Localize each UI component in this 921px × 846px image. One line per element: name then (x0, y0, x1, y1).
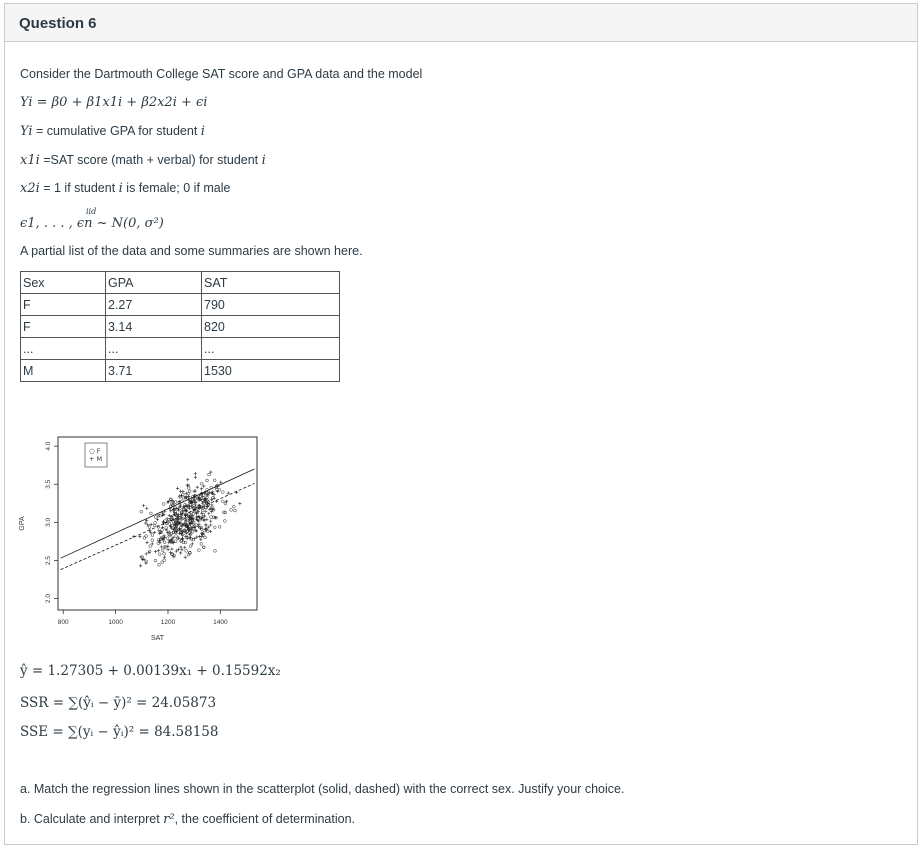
x2-definition (20, 181, 231, 196)
data-point-male (183, 546, 186, 549)
data-point-female (206, 530, 209, 533)
data-point-female (184, 541, 187, 544)
error-dist-text: ϵ1, . . . , ϵn ~ N(0, σ²) (20, 216, 164, 231)
table-row (21, 316, 340, 338)
data-point-male (219, 481, 222, 484)
cell-sex: ... (21, 338, 106, 360)
data-point-female (213, 526, 216, 529)
data-point-male (205, 518, 208, 521)
data-point-male (166, 548, 169, 551)
x-axis-label: SAT (150, 635, 165, 642)
data-point-female (180, 539, 183, 542)
data-point-female (221, 500, 224, 503)
data-point-female (202, 546, 205, 549)
ssr-equation: SSR = ∑(ŷᵢ − ȳ)² = 24.05873 (20, 695, 217, 711)
data-point-female (221, 491, 224, 494)
cell-gpa: ... (106, 338, 202, 360)
table-row (21, 360, 340, 382)
data-point-female (204, 536, 207, 539)
data-point-male (142, 504, 145, 507)
data-point-male (200, 487, 203, 490)
part-a-text: a. Match the regression lines shown in the scatterplot (solid, dashed) with the correct sex. Justify your choice. (20, 782, 625, 796)
data-point-male (145, 507, 148, 510)
y-tick-label: 2.0 (45, 594, 52, 604)
header-sat: SAT (202, 272, 340, 294)
x-tick-label: 800 (57, 619, 69, 626)
y-tick-label: 3.5 (45, 479, 52, 489)
data-point-female (161, 561, 164, 564)
data-point-female (154, 559, 157, 562)
data-point-female (185, 549, 188, 552)
data-point-female (174, 540, 177, 543)
y-tick-label: 4.0 (45, 441, 52, 451)
data-point-female (202, 494, 205, 497)
question-title: Question 6 (19, 15, 97, 32)
data-point-male (181, 490, 184, 493)
data-point-male (186, 478, 189, 481)
yhat-equation: ŷ = 1.27305 + 0.00139x₁ + 0.15592x₂ (20, 663, 281, 679)
data-point-male (150, 523, 153, 526)
x2-def-text: = 1 if student (39, 181, 119, 195)
data-point-female (150, 512, 153, 515)
table-header-row (21, 272, 340, 294)
data-point-female (200, 542, 203, 545)
data-point-female (154, 516, 157, 519)
regression-line-solid (61, 469, 255, 558)
x1-def-text: =SAT score (math + verbal) for student (39, 153, 262, 167)
data-point-male (138, 535, 141, 538)
data-point-female (208, 473, 211, 476)
data-point-male (204, 523, 207, 526)
y-tick-label: 3.0 (45, 517, 52, 527)
data-point-male (200, 535, 203, 538)
data-point-female (162, 503, 165, 506)
data-point-female (151, 534, 154, 537)
x1-symbol: x1i (20, 153, 40, 168)
data-point-female (149, 545, 152, 548)
error-distribution (20, 207, 164, 231)
header-gpa: GPA (106, 272, 202, 294)
data-point-male (166, 501, 169, 504)
cell-sex: F (21, 316, 106, 338)
data-point-female (148, 550, 151, 553)
data-point-male (216, 490, 219, 493)
part-b-text (20, 812, 355, 827)
data-point-female (158, 563, 161, 566)
cell-sat: 790 (202, 294, 340, 316)
data-point-male (145, 552, 148, 555)
data-point-male (196, 486, 199, 489)
cell-sex: F (21, 294, 106, 316)
iid-label: iid (86, 207, 97, 216)
sse-equation: SSE = ∑(yᵢ − ŷᵢ)² = 84.58158 (20, 724, 219, 740)
data-point-female (163, 552, 166, 555)
data-point-female (213, 479, 216, 482)
data-point-female (218, 525, 221, 528)
y-symbol: Yi (20, 124, 33, 139)
table-row (21, 294, 340, 316)
header-sex: Sex (21, 272, 106, 294)
data-point-male (160, 545, 163, 548)
data-point-female (166, 537, 169, 540)
data-point-male (154, 550, 157, 553)
plot-legend (85, 443, 107, 467)
data-point-male (163, 556, 166, 559)
data-point-female (230, 509, 233, 512)
data-point-male (157, 549, 160, 552)
x-tick-label: 1400 (213, 619, 228, 626)
x2-symbol: x2i (20, 181, 40, 196)
part-b-pre: b. Calculate and interpret (20, 812, 164, 826)
i-symbol: i (200, 124, 205, 139)
data-point-male (153, 531, 156, 534)
y-definition (20, 124, 205, 139)
data-point-male (204, 510, 207, 513)
data-point-female (143, 536, 146, 539)
model-equation: Yi = β0 + β1x1i + β2x2i + ϵi (20, 95, 208, 110)
data-point-male (209, 530, 212, 533)
data-point-male (197, 523, 200, 526)
intro-text: Consider the Dartmouth College SAT score and GPA data and the model (20, 67, 423, 81)
y-axis-label: GPA (19, 516, 26, 531)
data-point-female (211, 496, 214, 499)
data-point-female (151, 539, 154, 542)
cell-gpa: 2.27 (106, 294, 202, 316)
data-point-male (199, 538, 202, 541)
i-symbol: i (261, 153, 266, 168)
data-point-male (188, 533, 191, 536)
data-point-male (184, 556, 187, 559)
data-point-male (175, 549, 178, 552)
data-point-male (238, 502, 241, 505)
data-point-female (187, 492, 190, 495)
data-point-male (176, 487, 179, 490)
cell-sex: M (21, 360, 106, 382)
data-point-female (154, 521, 157, 524)
data-point-male (170, 547, 173, 550)
data-point-male (209, 523, 212, 526)
regression-line-dashed (61, 483, 255, 569)
data-point-male (139, 564, 142, 567)
data-point-male (194, 472, 197, 475)
plot-points (132, 470, 241, 567)
data-point-female (175, 535, 178, 538)
data-point-male (179, 551, 182, 554)
cell-sat: ... (202, 338, 340, 360)
data-point-female (161, 549, 164, 552)
data-point-female (223, 520, 226, 523)
legend-entry: ○ F (89, 447, 101, 455)
plot-axes (19, 437, 257, 642)
i-symbol: i (118, 181, 123, 196)
data-table (20, 271, 340, 382)
y-tick-label: 2.5 (45, 555, 52, 565)
data-point-female (234, 509, 237, 512)
data-point-female (211, 506, 214, 509)
data-point-male (209, 520, 212, 523)
data-point-female (158, 553, 161, 556)
data-point-male (207, 512, 210, 515)
cell-sat: 1530 (202, 360, 340, 382)
data-point-male (178, 527, 181, 530)
data-point-male (200, 532, 203, 535)
cell-gpa: 3.71 (106, 360, 202, 382)
data-point-female (189, 545, 192, 548)
data-point-female (145, 535, 148, 538)
partial-list-text: A partial list of the data and some summaries are shown here. (20, 244, 363, 258)
legend-entry: + M (89, 455, 103, 463)
data-point-female (214, 549, 217, 552)
x-tick-label: 1000 (108, 619, 123, 626)
data-point-male (195, 535, 198, 538)
data-point-female (153, 524, 156, 527)
data-point-female (203, 502, 206, 505)
data-point-male (179, 545, 182, 548)
data-point-female (232, 505, 235, 508)
part-b-post: , the coefficient of determination. (174, 812, 356, 826)
data-point-male (177, 548, 180, 551)
x-tick-label: 1200 (160, 619, 176, 626)
table-row (21, 338, 340, 360)
x1-definition (20, 153, 266, 168)
x2-def-text2: is female; 0 if male (122, 181, 231, 195)
y-def-text: = cumulative GPA for student (32, 124, 201, 138)
data-point-female (140, 510, 143, 513)
data-point-female (174, 501, 177, 504)
data-point-male (180, 548, 183, 551)
cell-gpa: 3.14 (106, 316, 202, 338)
data-point-female (197, 549, 200, 552)
question-header (5, 4, 917, 42)
r-squared-symbol: r² (163, 812, 175, 827)
data-point-female (163, 541, 166, 544)
scatterplot (20, 420, 265, 650)
data-point-female (206, 479, 209, 482)
data-point-male (227, 491, 230, 494)
data-point-male (187, 495, 190, 498)
cell-sat: 820 (202, 316, 340, 338)
data-point-female (200, 482, 203, 485)
data-point-male (194, 476, 197, 479)
data-point-female (148, 526, 151, 529)
data-point-male (145, 541, 148, 544)
